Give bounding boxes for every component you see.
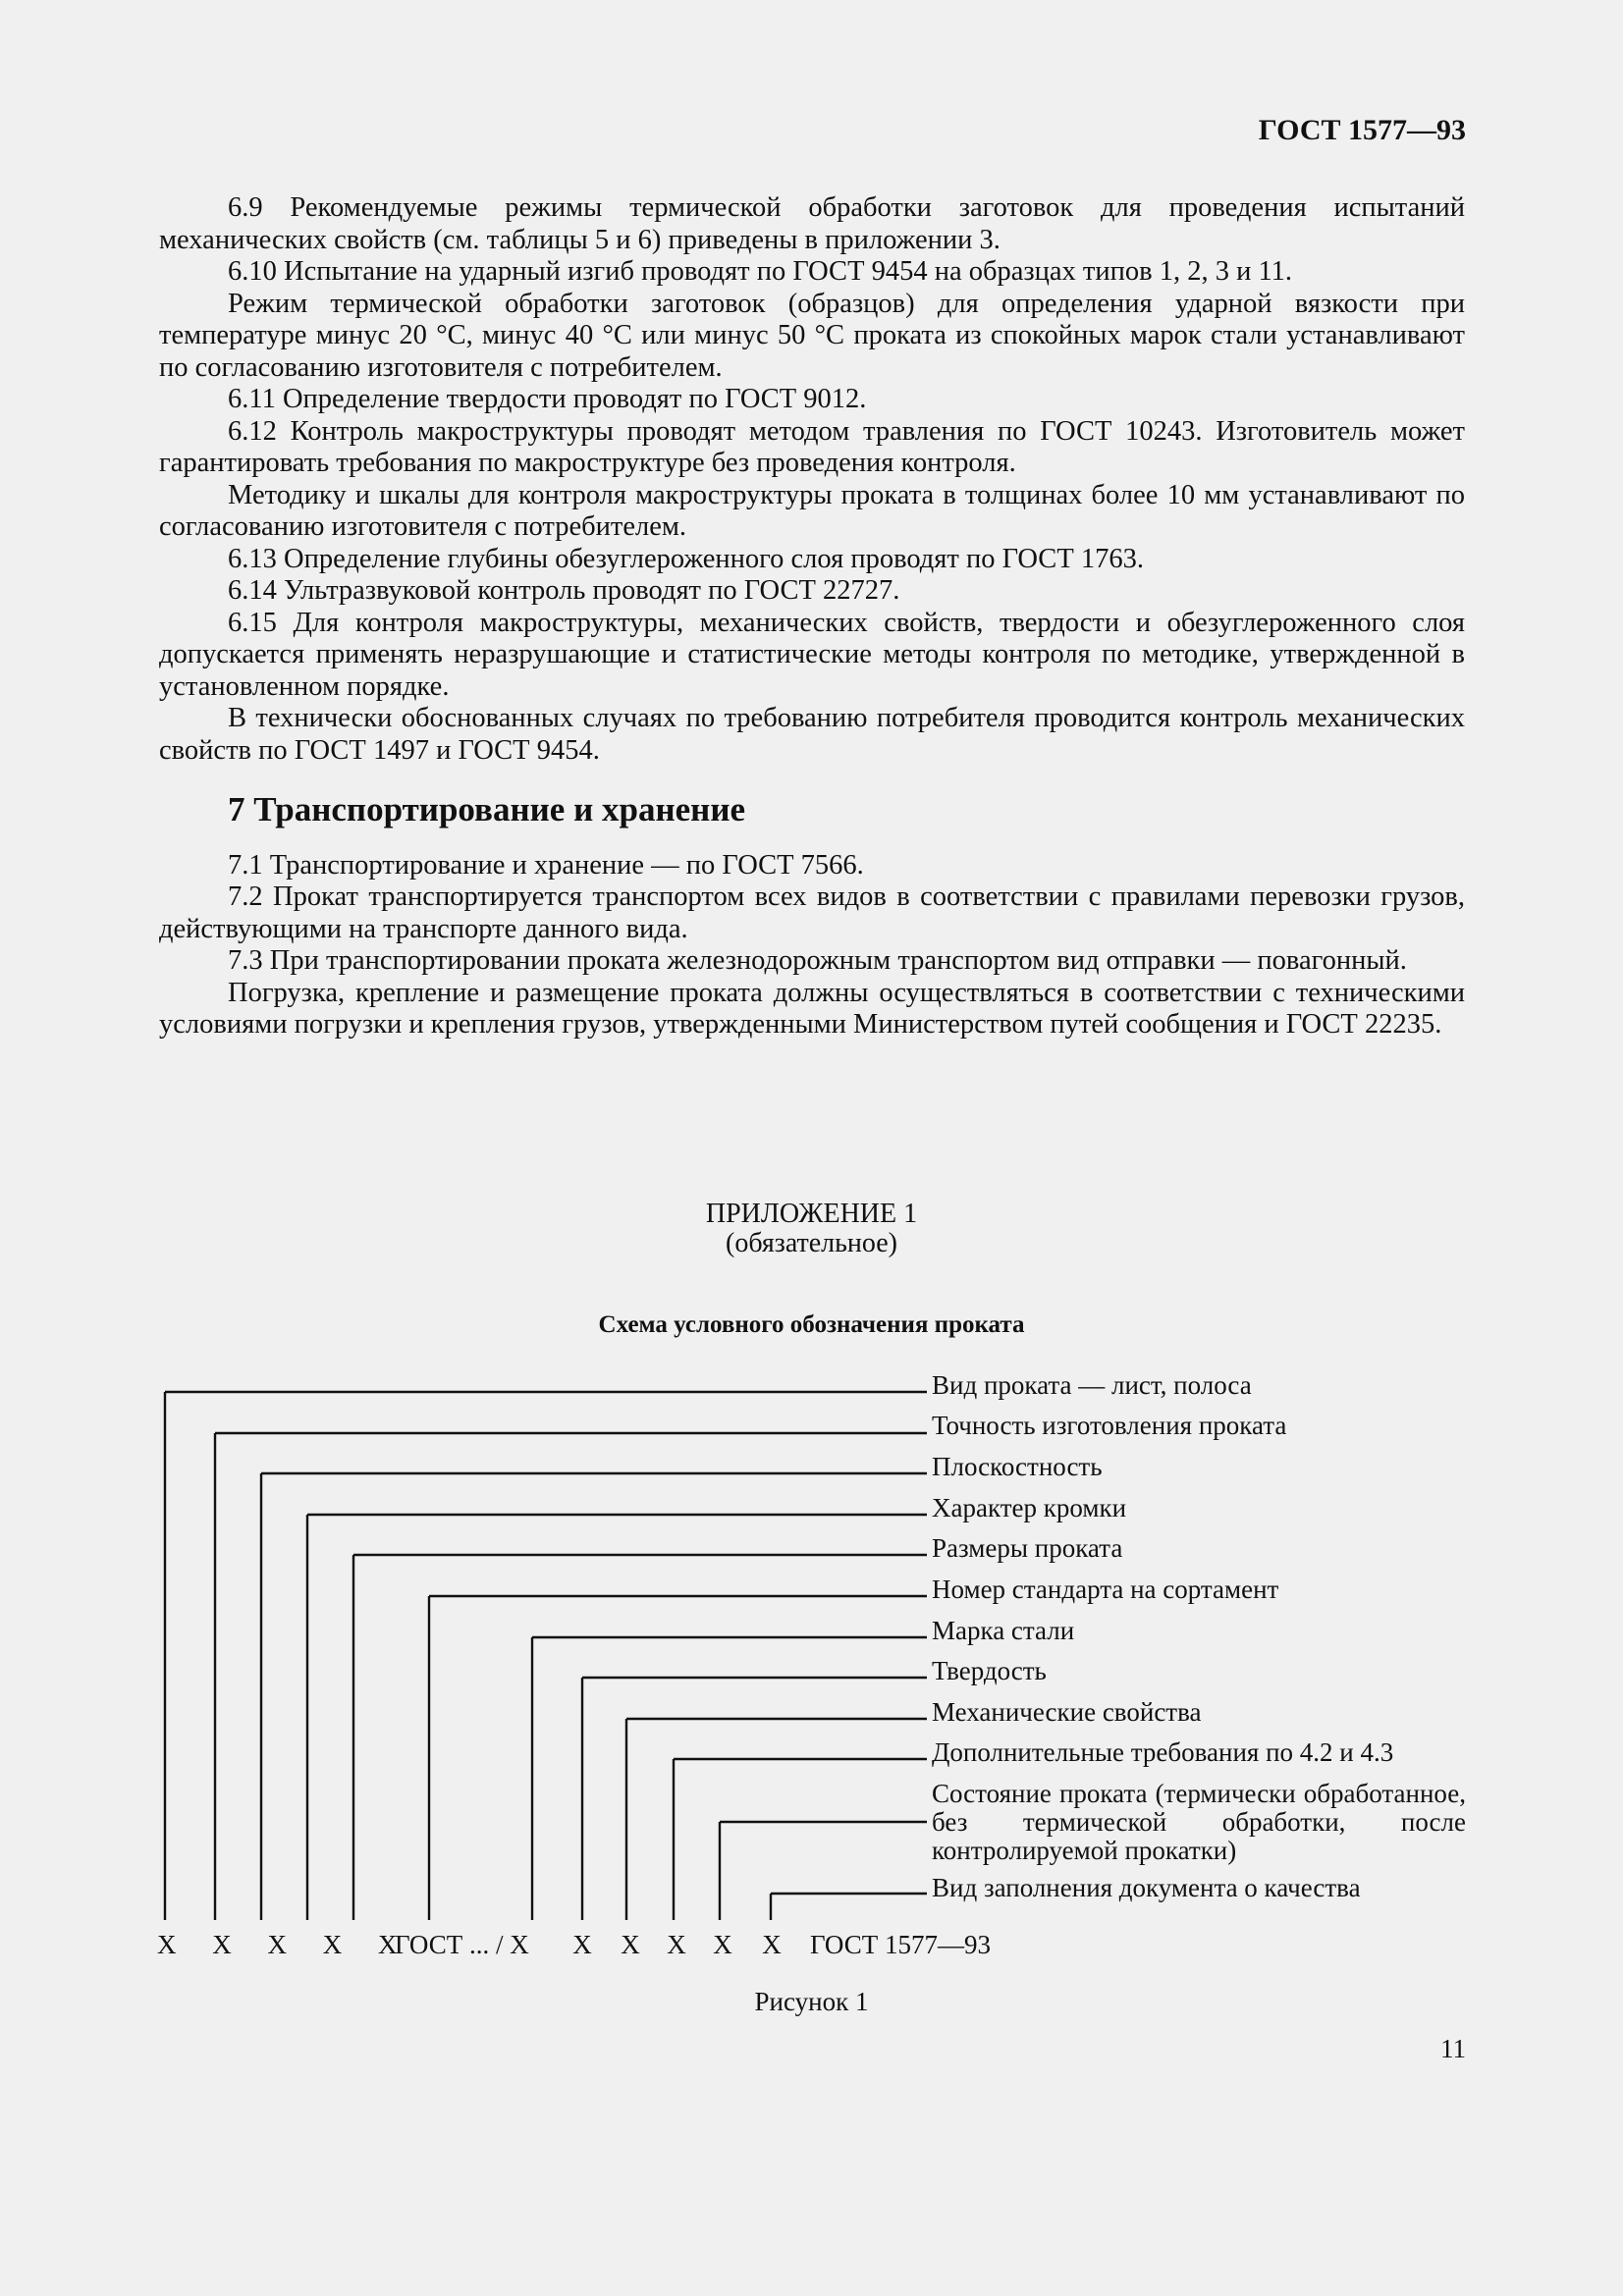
scheme-label-document: Вид заполнения документа о качества [932, 1873, 1361, 1902]
bottom-gost-ref: ГОСТ ... / Х [395, 1930, 529, 1959]
paragraph: 6.14 Ультразвуковой контроль проводят по ГОСТ 22727. [228, 575, 900, 606]
bottom-x: Х [621, 1930, 640, 1959]
paragraph: В технически обоснованных случаях по требованию потребителя проводится контроль механических свойств по ГОСТ 1497 и ГОСТ 9454. [159, 703, 1465, 766]
paragraph: 7.2 Прокат транспортируется транспортом всех видов в соответствии с правилами перевозки грузов, действующими на транспорте данного вида. [159, 881, 1465, 944]
document-header: ГОСТ 1577—93 [1258, 114, 1466, 146]
paragraph: 6.10 Испытание на ударный изгиб проводят по ГОСТ 9454 на образцах типов 1, 2, 3 и 11. [228, 256, 1293, 287]
scheme-label-product-type: Вид проката — лист, полоса [932, 1370, 1252, 1400]
scheme-label-flatness: Плоскостность [932, 1452, 1103, 1481]
scheme-label-edge: Характер кромки [932, 1493, 1127, 1522]
paragraph: Методику и шкалы для контроля макроструктуры проката в толщинах более 10 мм устанавливают по согласованию изготовителя с потребителем. [159, 479, 1465, 542]
figure-caption: Рисунок 1 [754, 1987, 869, 2016]
paragraph: 6.15 Для контроля макроструктуры, механических свойств, твердости и обезуглероженного слоя допускается применять неразрушающие и статистические методы контроля по методике, утвержденной в установленном порядке. [159, 607, 1465, 702]
scheme-lines [165, 1392, 927, 1920]
paragraph: 6.12 Контроль макроструктуры проводят методом травления по ГОСТ 10243. Изготовитель может гарантировать требования по макроструктуре без проведения контроля. [159, 415, 1465, 478]
appendix-title: ПРИЛОЖЕНИЕ 1 [705, 1199, 918, 1229]
bottom-standard: ГОСТ 1577—93 [810, 1930, 992, 1959]
paragraph: 6.9 Рекомендуемые режимы термической обработки заготовок для проведения испытаний механических свойств (см. таблицы 5 и 6) приведены в приложении 3. [159, 192, 1465, 255]
bottom-x: Х [667, 1930, 686, 1959]
paragraph: Режим термической обработки заготовок (образцов) для определения ударной вязкости при температуре минус 20 °С, минус 40 °С или минус 50 °С проката из спокойных марок стали устанавливают по согласованию изготовителя с потребителем. [159, 288, 1465, 383]
bottom-x-group: Х Х Х Х Х [157, 1930, 398, 1959]
section-title: 7 Транспортирование и хранение [228, 790, 746, 828]
bottom-x: Х [762, 1930, 782, 1959]
appendix-subtitle: (обязательное) [726, 1228, 897, 1258]
paragraph: 7.1 Транспортирование и хранение — по ГОСТ 7566. [228, 849, 864, 881]
scheme-label-condition: Состояние проката (термически обработанное, без термической обработки, после контролируемой прокатки) [932, 1779, 1466, 1865]
scheme-label-standard-number: Номер стандарта на сортамент [932, 1575, 1279, 1604]
scheme-label-accuracy: Точность изготовления проката [932, 1411, 1287, 1440]
scheme-label-steel-grade: Марка стали [932, 1616, 1075, 1645]
bottom-x: Х [572, 1930, 592, 1959]
scheme-label-hardness: Твердость [932, 1656, 1047, 1685]
paragraph: 7.3 При транспортировании проката железнодорожным транспортом вид отправки — повагонный. [228, 945, 1407, 976]
scheme-title: Схема условного обозначения проката [598, 1311, 1025, 1338]
bottom-x: Х [713, 1930, 732, 1959]
page-number: 11 [1440, 2034, 1466, 2063]
paragraph: 6.11 Определение твердости проводят по ГОСТ 9012. [228, 384, 867, 414]
paragraph: 6.13 Определение глубины обезуглероженного слоя проводят по ГОСТ 1763. [228, 543, 1144, 574]
paragraph: Погрузка, крепление и размещение проката должны осуществляться в соответствии с техническими условиями погрузки и крепления грузов, утвержденными Министерством путей сообщения и ГОСТ 22235. [159, 977, 1465, 1040]
scheme-label-dimensions: Размеры проката [932, 1533, 1123, 1563]
scheme-label-additional: Дополнительные требования по 4.2 и 4.3 [932, 1737, 1394, 1767]
scheme-label-mechanical: Механические свойства [932, 1697, 1202, 1727]
